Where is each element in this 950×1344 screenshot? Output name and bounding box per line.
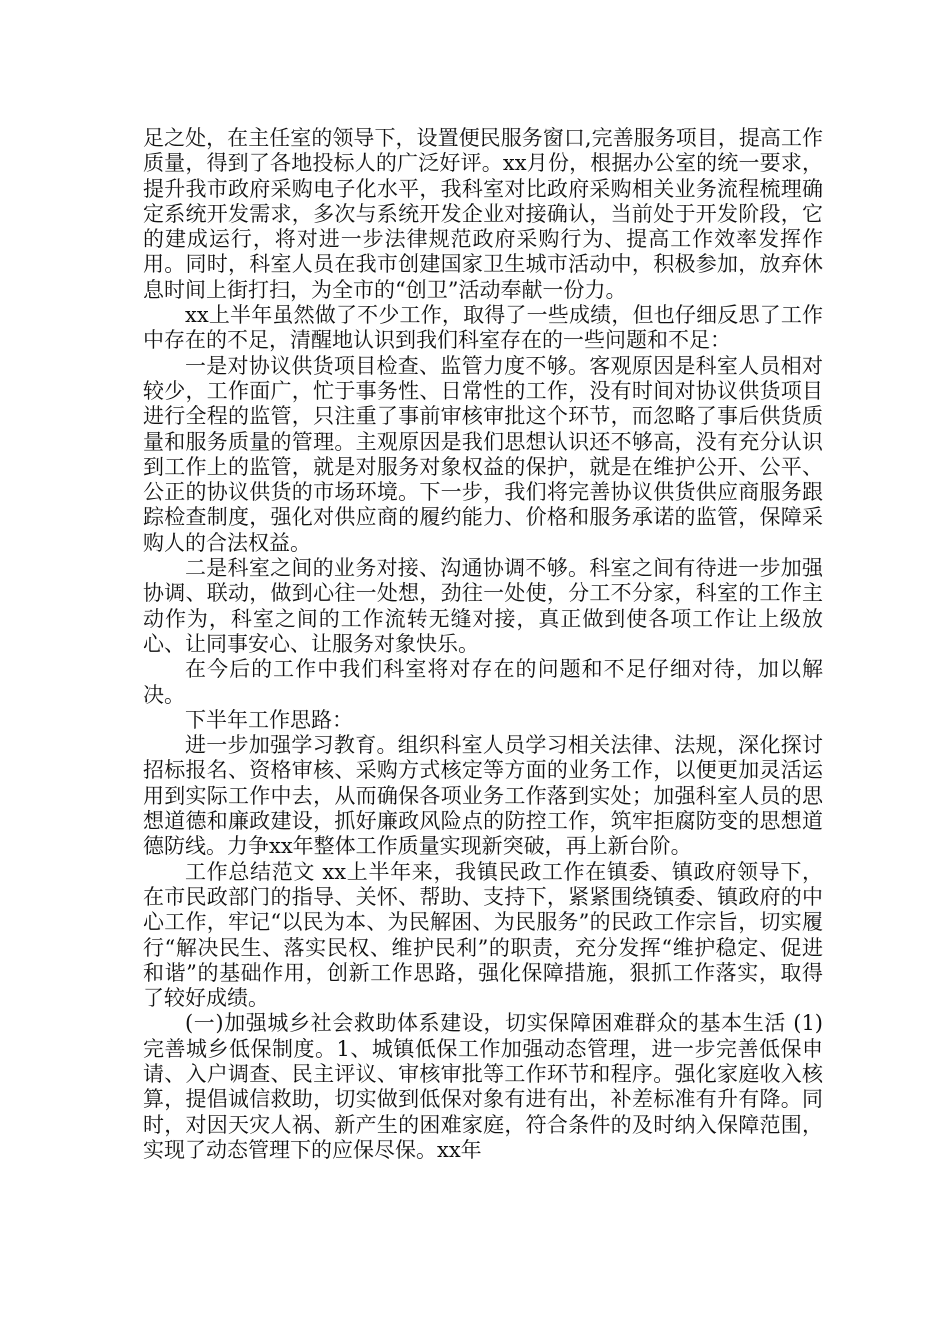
paragraph-issue-one: 一是对协议供货项目检查、监管力度不够。客观原因是科室人员相对较少，工作面广，忙于事务性、日常性的工作，没有时间对协议供货项目进行全程的监管，只注重了事前审核审批这个环节，而忽略了事后供货质量和服务质量的管理。主观原因是我们思想认识还不够高，没有充分认识到工作上的监管，就是对服务对象权益的保护，就是在维护公开、公平、公正的协议供货的市场环境。下一步，我们将完善协议供货供应商服务跟踪检查制度，强化对供应商的履约能力、价格和服务承诺的监管，保障采购人的合法权益。 xyxy=(143,353,823,555)
paragraph-plan-heading: 下半年工作思路： xyxy=(185,707,353,732)
paragraph-half-year-reflection: xx上半年虽然做了不少工作，取得了一些成绩，但也仔细反思了工作中存在的不足，清醒地认识到我们科室存在的一些问题和不足： xyxy=(143,303,823,353)
paragraph-resolution: 在今后的工作中我们科室将对存在的问题和不足仔细对待，加以解决。 xyxy=(143,657,823,707)
paragraph-issue-two: 二是科室之间的业务对接、沟通协调不够。科室之间有待进一步加强协调、联动，做到心往一处想，劲往一处使，分工不分家，科室的工作主动作为，科室之间的工作流转无缝对接，真正做到使各项工作让上级放心、让同事安心、让服务对象快乐。 xyxy=(143,556,823,656)
paragraph-study-education: 进一步加强学习教育。组织科室人员学习相关法律、法规，深化探讨招标报名、资格审核、采购方式核定等方面的业务工作，以便更加灵活运用到实际工作中去，从而确保各项业务工作落到实处；加强科室人员的思想道德和廉政建设，抓好廉政风险点的防控工作，筑牢拒腐防变的思想道德防线。力争xx年整体工作质量实现新突破，再上新台阶。 xyxy=(143,733,823,859)
paragraph-summary-sample: 工作总结范文 xx上半年来，我镇民政工作在镇委、镇政府领导下，在市民政部门的指导、关怀、帮助、支持下，紧紧围绕镇委、镇政府的中心工作，牢记“以民为本、为民解困、为民服务”的民政工作宗旨，切实履行“解决民生、落实民权、维护民利”的职责，充分发挥“维护稳定、促进和谐”的基础作用，创新工作思路，强化保障措施，狠抓工作落实，取得了较好成绩。 xyxy=(143,859,823,1011)
paragraph-continuation: 足之处，在主任室的领导下，设置便民服务窗口,完善服务项目，提高工作质量，得到了各地投标人的广泛好评。xx月份，根据办公室的统一要求，提升我市政府采购电子化水平，我科室对比政府采购相关业务流程梳理确定系统开发需求，多次与系统开发企业对接确认，当前处于开发阶段，它的建成运行，将对进一步法律规范政府采购行为、提高工作效率发挥作用。同时，科室人员在我市创建国家卫生城市活动中，积极参加，放弃休息时间上街打扫，为全市的“创卫”活动奉献一份力。 xyxy=(143,126,823,302)
paragraph-social-assistance: (一)加强城乡社会救助体系建设，切实保障困难群众的基本生活 (1)完善城乡低保制度。1、城镇低保工作加强动态管理，进一步完善低保申请、入户调查、民主评议、审核审批等工作环节和程序。强化家庭收入核算，提倡诚信救助，切实做到低保对象有进有出，补差标准有升有降。同时，对因天灾人祸、新产生的困难家庭，符合条件的及时纳入保障范围，实现了动态管理下的应保尽保。xx年 xyxy=(143,1011,823,1162)
document-body xyxy=(143,126,823,1163)
